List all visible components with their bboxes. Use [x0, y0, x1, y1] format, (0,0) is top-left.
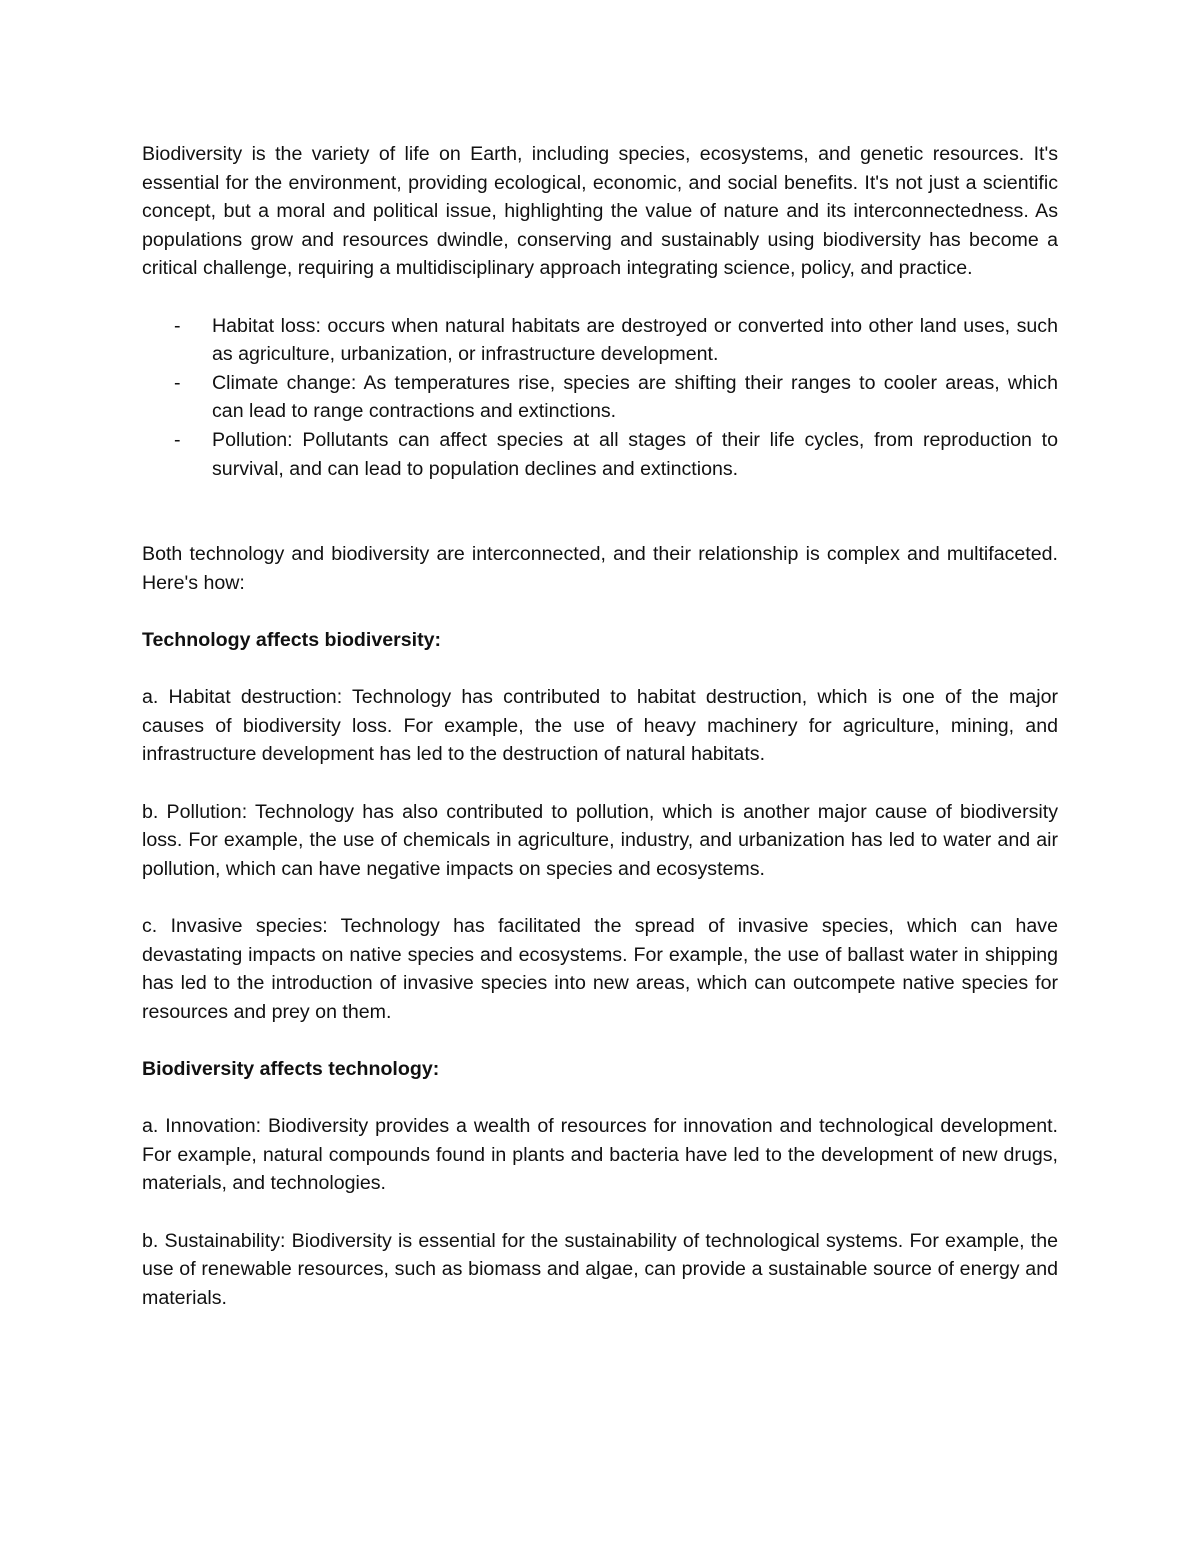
threat-pollution: Pollution: Pollutants can affect species at all stages of their life cycles, from reproduction to survival, and can lead to population declines and extinctions. — [212, 428, 1058, 480]
document-page — [142, 140, 1058, 1312]
list-item — [142, 426, 1058, 483]
threat-climate-change: Climate change: As temperatures rise, species are shifting their ranges to cooler areas, which can lead to range contractions and extinctions. — [212, 371, 1058, 423]
relationship-intro: Both technology and biodiversity are interconnected, and their relationship is complex and multifaceted. Here's how: — [142, 543, 1058, 594]
threat-habitat-loss: Habitat loss: occurs when natural habitats are destroyed or converted into other land uses, such as agriculture, urbanization, or infrastructure development. — [212, 314, 1058, 366]
section-heading-biodiversity-affects: Biodiversity affects technology: — [142, 1058, 440, 1080]
tech-item-pollution: b. Pollution: Technology has also contributed to pollution, which is another major cause of biodiversity loss. For example, the use of chemicals in agriculture, industry, and urbanization has led to water and air pollution, which can have negative impacts on species and ecosystems. — [142, 800, 1058, 880]
tech-item-invasive-species: c. Invasive species: Technology has facilitated the spread of invasive species, which can have devastating impacts on native species and ecosystems. For example, the use of ballast water in shipping has led to the introduction of invasive species into new areas, which can outcompete native species for resources and prey on them. — [142, 915, 1058, 1023]
bio-item-sustainability: b. Sustainability: Biodiversity is essential for the sustainability of technological systems. For example, the use of renewable resources, such as biomass and algae, can provide a sustainable source of energy and materials. — [142, 1229, 1058, 1309]
threats-list — [142, 312, 1058, 484]
intro-paragraph: Biodiversity is the variety of life on Earth, including species, ecosystems, and genetic resources. It's essential for the environment, providing ecological, economic, and social benefits. It's not just a scientific concept, but a moral and political issue, highlighting the value of nature and its interconnectedness. As populations grow and resources dwindle, conserving and sustainably using biodiversity has become a critical challenge, requiring a multidisciplinary approach integrating science, policy, and practice. — [142, 143, 1058, 280]
bullet-dash: - — [174, 371, 181, 394]
bullet-dash: - — [174, 314, 181, 337]
tech-item-habitat-destruction: a. Habitat destruction: Technology has contributed to habitat destruction, which is one of the major causes of biodiversity loss. For example, the use of heavy machinery for agriculture, mining, and infrastructure development has led to the destruction of natural habitats. — [142, 686, 1058, 766]
section-heading-technology-affects: Technology affects biodiversity: — [142, 629, 442, 652]
list-item — [142, 312, 1058, 369]
bio-item-innovation: a. Innovation: Biodiversity provides a wealth of resources for innovation and technological development. For example, natural compounds found in plants and bacteria have led to the development of new drugs, materials, and technologies. — [142, 1115, 1058, 1195]
bullet-dash: - — [174, 428, 181, 451]
list-item — [142, 369, 1058, 426]
